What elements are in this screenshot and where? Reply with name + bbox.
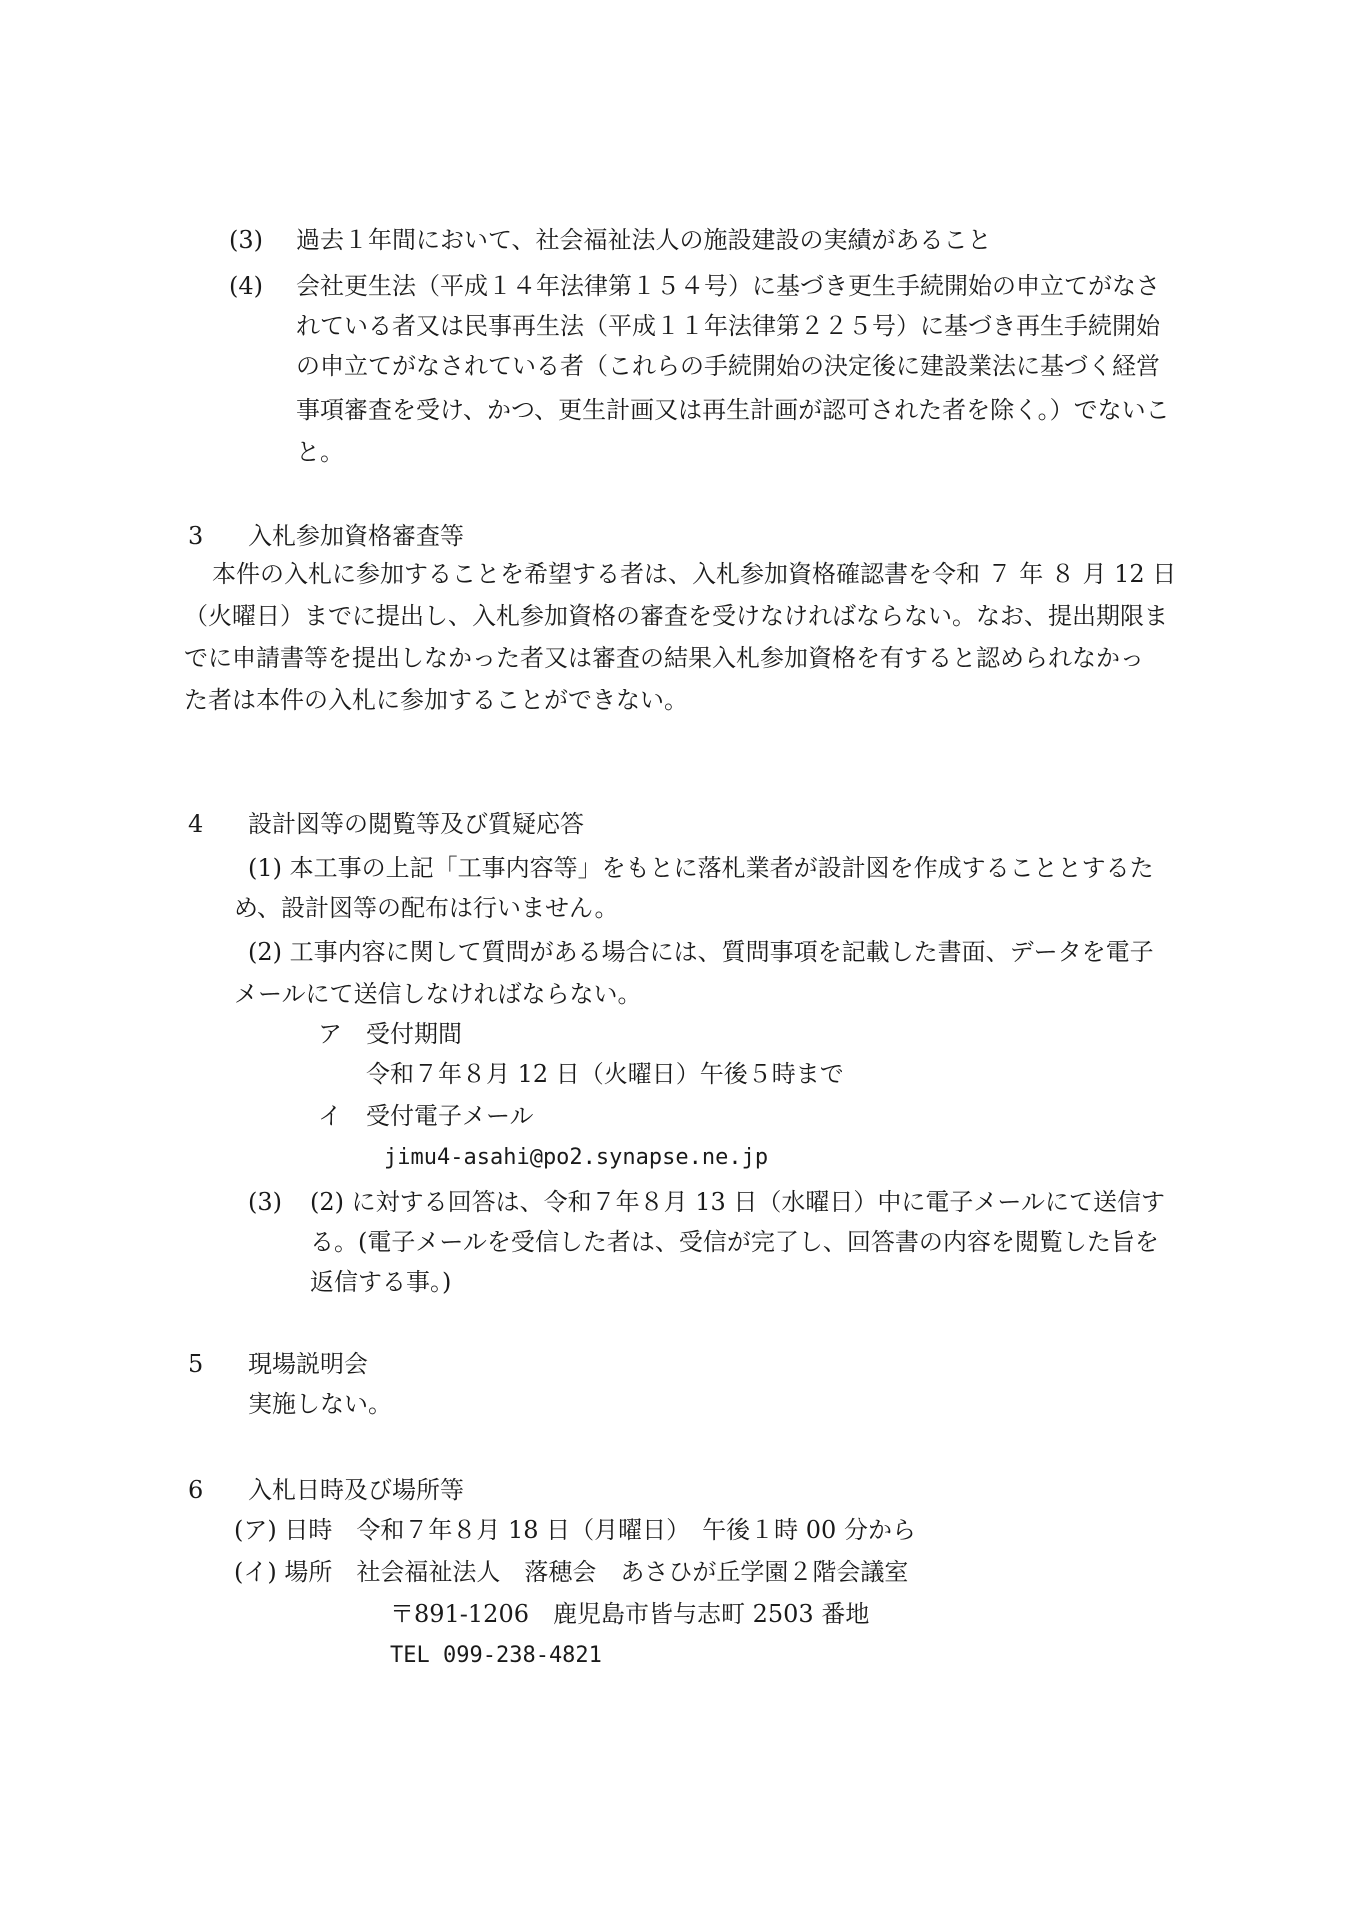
item-4-line-3: の申立てがなされている者（これらの手続開始の決定後に建設業法に基づく経営	[296, 352, 1160, 380]
section-4-item-3-number: (3)	[248, 1188, 282, 1216]
section-3-line-4: た者は本件の入札に参加することができない。	[184, 686, 688, 714]
section-4-item-3-line-1: (2) に対する回答は、令和７年８月 13 日（水曜日）中に電子メールにて送信す	[310, 1188, 1165, 1216]
section-4-number: 4	[188, 810, 204, 838]
item-3-text: 過去１年間において、社会福祉法人の施設建設の実績があること	[296, 226, 992, 254]
reception-period-value: 令和７年８月 12 日（火曜日）午後５時まで	[366, 1060, 844, 1088]
section-3-title: 入札参加資格審査等	[248, 522, 464, 550]
section-3-line-1: 本件の入札に参加することを希望する者は、入札参加資格確認書を令和 ７ 年 ８ 月 12 日	[212, 560, 1177, 588]
section-5-title: 現場説明会	[248, 1350, 368, 1378]
bid-address: 〒891-1206 鹿児島市皆与志町 2503 番地	[390, 1600, 870, 1628]
section-3-number: 3	[188, 522, 204, 550]
section-4-item-3-line-2: る。(電子メールを受信した者は、受信が完了し、回答書の内容を閲覧した旨を	[310, 1228, 1159, 1256]
section-4-title: 設計図等の閲覧等及び質疑応答	[248, 810, 584, 838]
item-3-number: (3)	[229, 226, 263, 254]
bid-phone: TEL 099-238-4821	[390, 1643, 602, 1668]
section-5-number: 5	[188, 1350, 204, 1378]
item-4-line-4: 事項審査を受け、かつ、更生計画又は再生計画が認可された者を除く。）でないこ	[296, 396, 1170, 424]
item-4-line-2: れている者又は民事再生法（平成１１年法律第２２５号）に基づき再生手続開始	[296, 312, 1160, 340]
item-4-line-1: 会社更生法（平成１４年法律第１５４号）に基づき更生手続開始の申立てがなさ	[296, 272, 1160, 300]
reception-email-address: jimu4-asahi@po2.synapse.ne.jp	[384, 1145, 769, 1170]
bid-location: (イ) 場所 社会福祉法人 落穂会 あさひが丘学園２階会議室	[234, 1558, 909, 1586]
bid-datetime: (ア) 日時 令和７年８月 18 日（月曜日） 午後１時 00 分から	[234, 1516, 916, 1544]
section-4-item-1-line-2: め、設計図等の配布は行いません。	[234, 894, 619, 922]
section-4-item-2-line-2: メールにて送信しなければならない。	[234, 980, 642, 1008]
item-4-line-5: と。	[296, 438, 344, 466]
section-3-line-3: でに申請書等を提出しなかった者又は審査の結果入札参加資格を有すると認められなかっ	[184, 644, 1144, 672]
reception-email-label: イ 受付電子メール	[318, 1102, 534, 1130]
section-4-item-2-line-1: (2) 工事内容に関して質問がある場合には、質問事項を記載した書面、データを電子	[248, 938, 1154, 966]
reception-period-label: ア 受付期間	[318, 1020, 462, 1048]
section-6-title: 入札日時及び場所等	[248, 1476, 464, 1504]
section-3-line-2: （火曜日）までに提出し、入札参加資格の審査を受けなければならない。なお、提出期限ま	[184, 602, 1168, 630]
section-6-number: 6	[188, 1476, 204, 1504]
item-4-number: (4)	[229, 272, 263, 300]
section-4-item-1-line-1: (1) 本工事の上記「工事内容等」をもとに落札業者が設計図を作成することとするた	[248, 854, 1154, 882]
section-4-item-3-line-3: 返信する事。)	[310, 1268, 452, 1296]
section-5-body: 実施しない。	[248, 1390, 392, 1418]
